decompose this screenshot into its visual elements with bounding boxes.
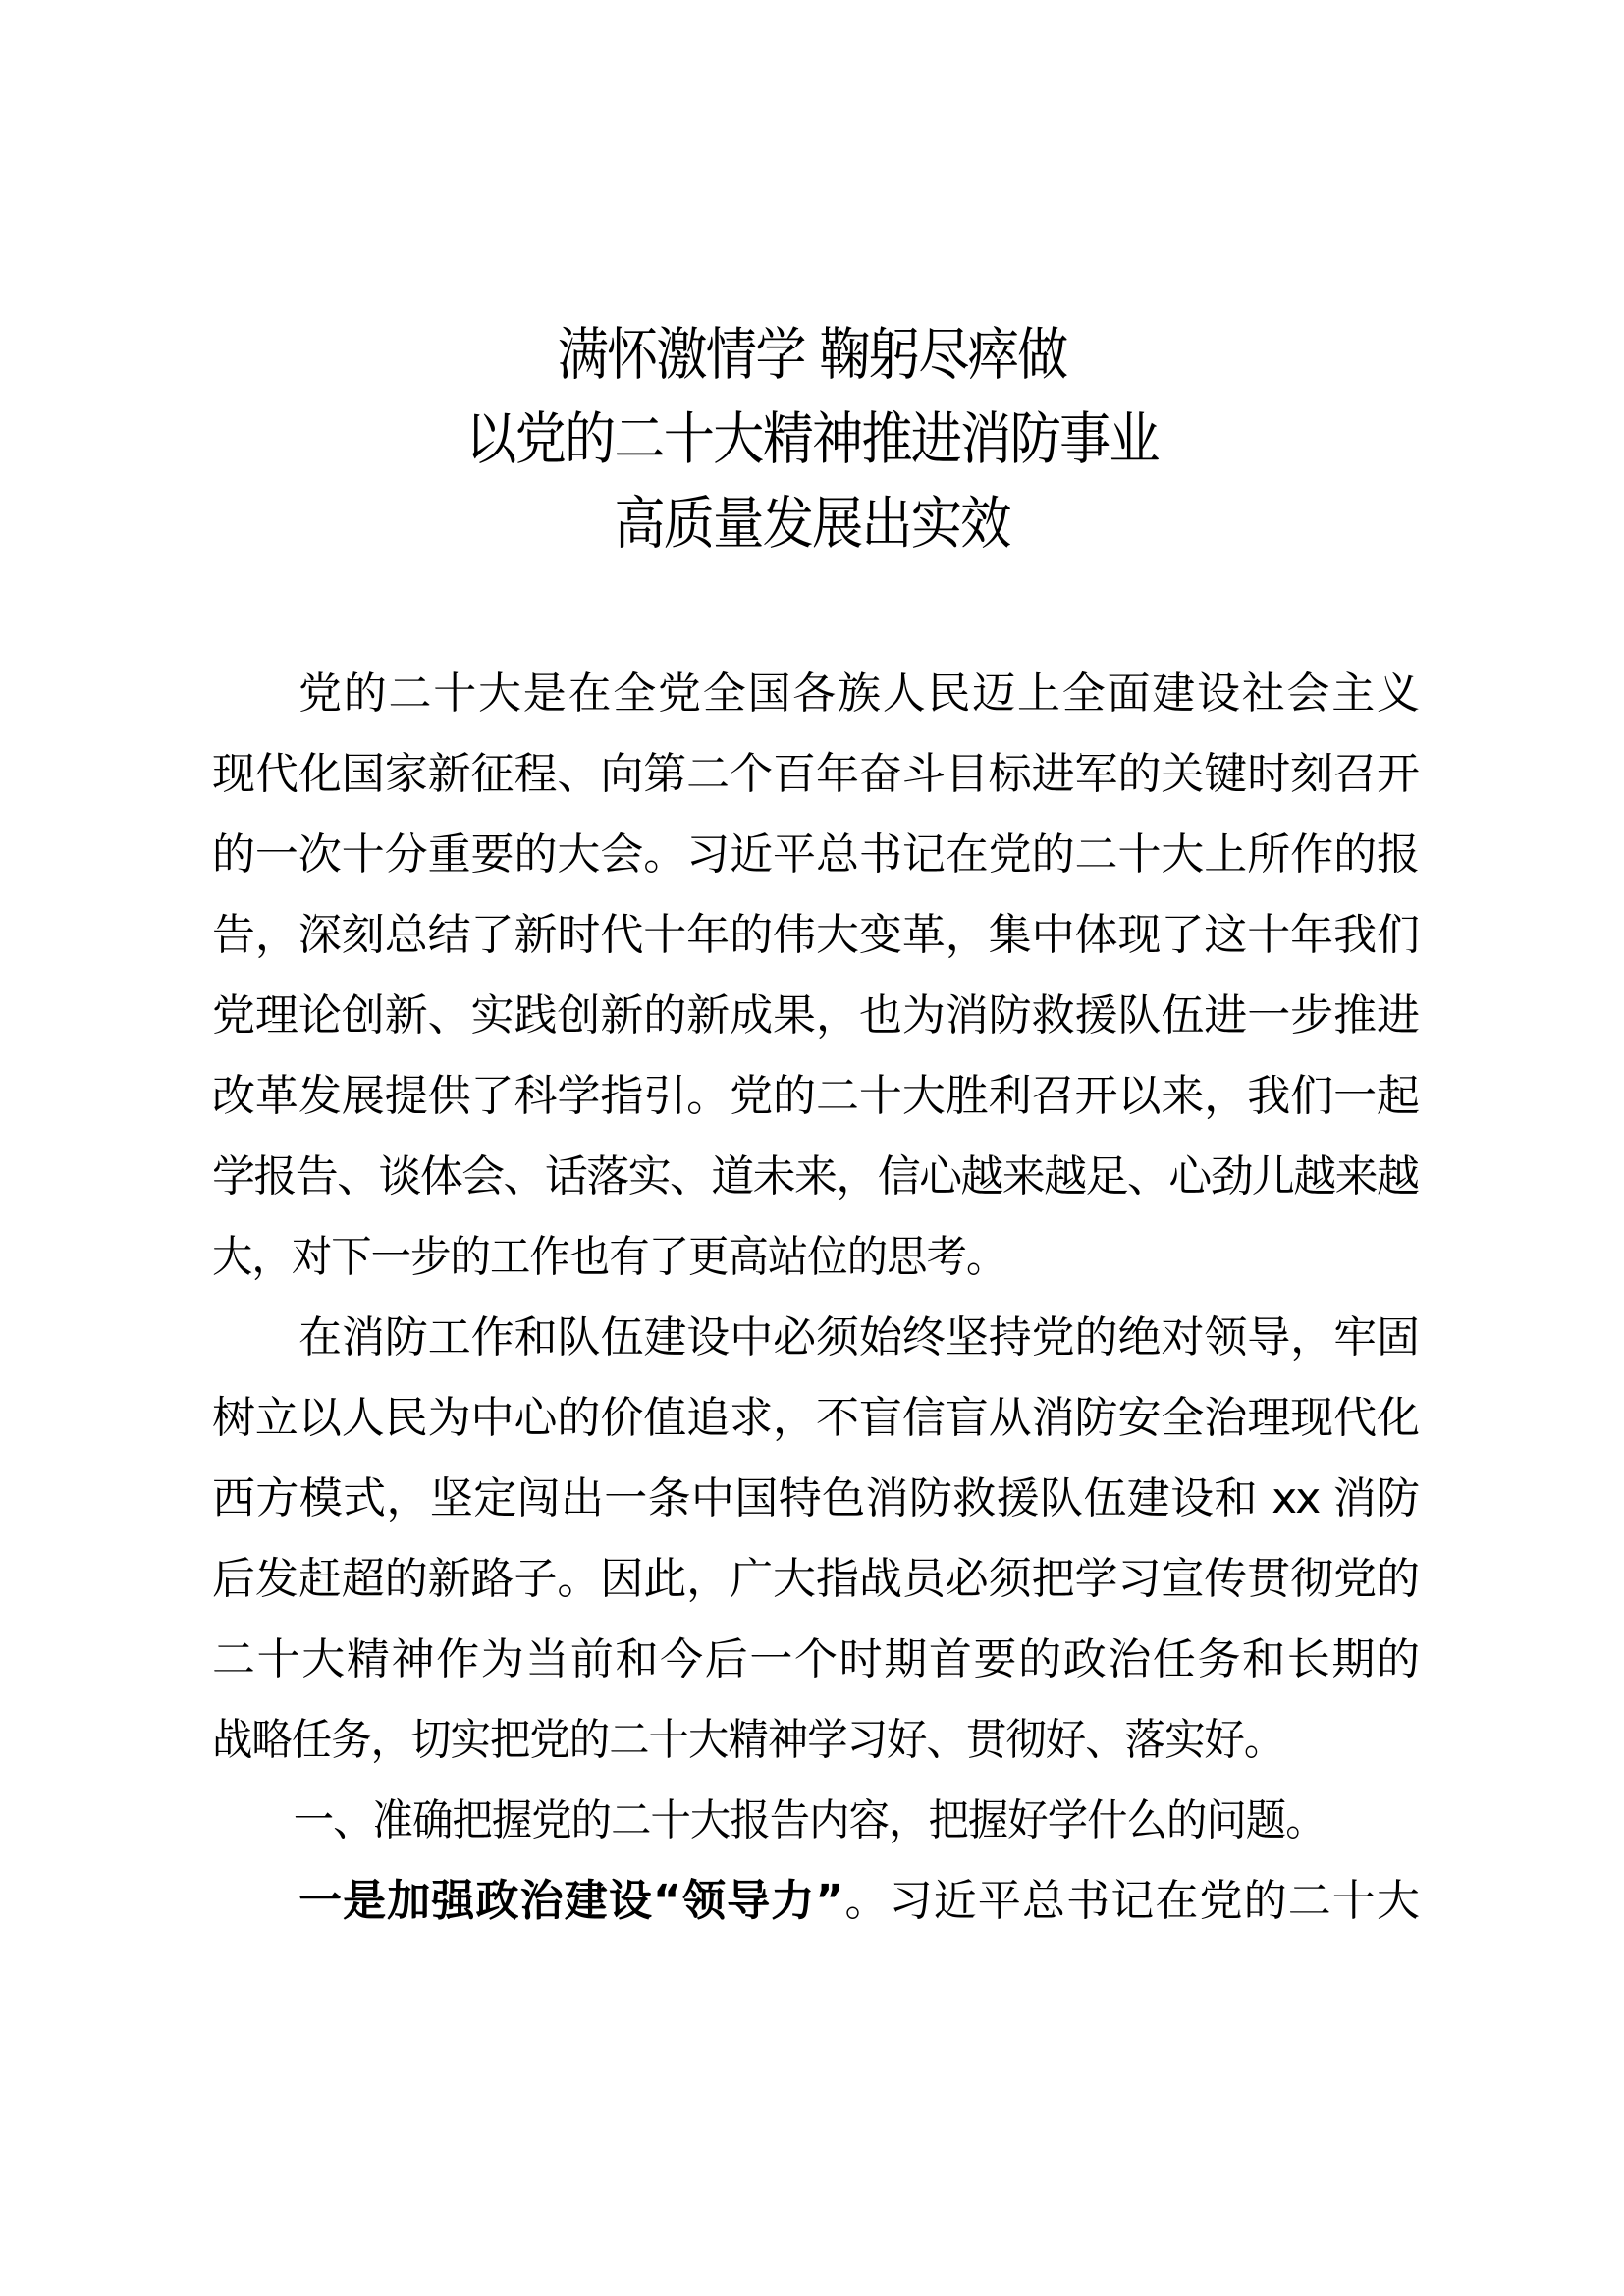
paragraph-line: 后发赶超的新路子。因此，广大指战员必须把学习宣传贯彻党的 [212, 1554, 1418, 1604]
paragraph-line: 改革发展提供了科学指引。党的二十大胜利召开以来，我们一起 [212, 1071, 1418, 1121]
paragraph-line: 树立以人民为中心的价值追求，不盲信盲从消防安全治理现代化 [212, 1393, 1418, 1443]
subsection-text: 。习近平总书记在党的二十大 [841, 1876, 1418, 1926]
paragraph-line: 党理论创新、实践创新的新成果，也为消防救援队伍进一步推进 [212, 990, 1418, 1041]
paragraph-line: 战略任务，切实把党的二十大精神学习好、贯彻好、落实好。 [212, 1715, 1284, 1765]
document-title [0, 312, 1624, 565]
paragraph-line: 二十大精神作为当前和今后一个时期首要的政治任务和长期的 [212, 1634, 1418, 1684]
paragraph-line: 在消防工作和队伍建设中必须始终坚持党的绝对领导，牢固 [298, 1312, 1418, 1362]
paragraph-line: 的一次十分重要的大会。习近平总书记在党的二十大上所作的报 [212, 829, 1418, 880]
paragraph-2 [212, 1298, 1418, 1781]
subsection-bold-lead: 一是加强政治建设“领导力” [298, 1876, 842, 1926]
section-heading: 一、准确把握党的二十大报告内容，把握好学什么的问题。 [293, 1795, 1326, 1845]
paragraph-line: 党的二十大是在全党全国各族人民迈上全面建设社会主义 [298, 668, 1418, 719]
document-body [212, 654, 1418, 1942]
paragraph-line: 大，对下一步的工作也有了更高站位的思考。 [212, 1232, 1006, 1282]
paragraph-line: 现代化国家新征程、向第二个百年奋斗目标进军的关键时刻召开 [212, 749, 1418, 799]
title-line-1: 满怀激情学 鞠躬尽瘁做 [557, 321, 1067, 388]
paragraph-1 [212, 654, 1418, 1298]
paragraph-line: 学报告、谈体会、话落实、道未来，信心越来越足、心劲儿越来越 [212, 1151, 1418, 1201]
paragraph-line: 告，深刻总结了新时代十年的伟大变革，集中体现了这十年我们 [212, 910, 1418, 960]
title-line-2: 以党的二十大精神推进消防事业 [465, 405, 1159, 472]
paragraph-line: 西方模式，坚定闯出一条中国特色消防救援队伍建设和 xx 消防 [212, 1473, 1418, 1523]
title-line-3: 高质量发展出实效 [614, 490, 1010, 557]
subsection-line [212, 1861, 1418, 1942]
